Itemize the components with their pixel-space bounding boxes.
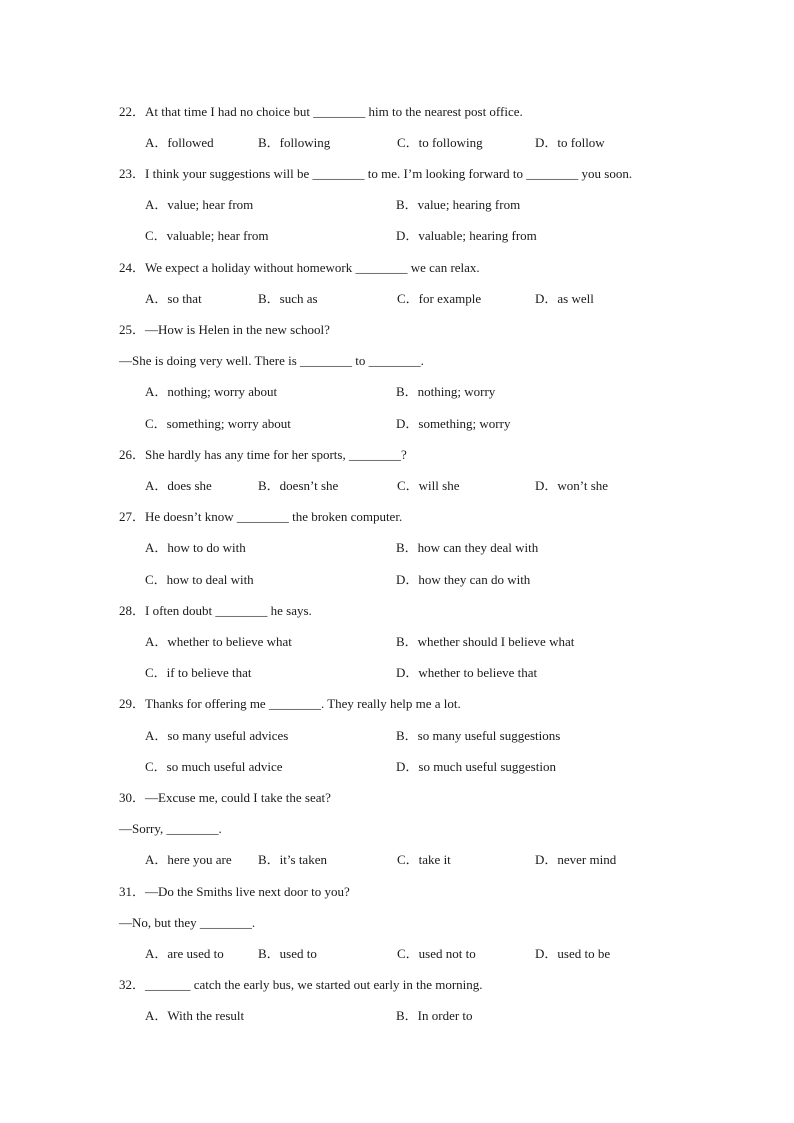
option-c[interactable]: C．will she [397,478,460,493]
question-22-options [0,133,794,153]
option-b[interactable]: B．how can they deal with [396,540,539,555]
option-d[interactable]: D．won’t she [535,478,609,493]
option-c[interactable]: C．for example [397,291,482,306]
option-c[interactable]: C．so much useful advice [145,759,283,774]
option-a[interactable]: A．With the result [145,1008,245,1023]
question-31-dialog: —No, but they ________. [119,915,256,930]
option-a[interactable]: A．does she [145,478,212,493]
question-30-stem: 30．—Excuse me, could I take the seat? [119,790,331,805]
question-28-options-row2 [0,663,794,683]
question-32-stem: 32．_______ catch the early bus, we started out early in the morning. [119,977,483,992]
option-d[interactable]: D．so much useful suggestion [396,759,556,774]
option-a[interactable]: A．nothing; worry about [145,384,278,399]
option-b[interactable]: B．nothing; worry [396,384,496,399]
question-31-stem: 31．—Do the Smiths live next door to you? [119,884,350,899]
option-a[interactable]: A．here you are [145,852,232,867]
option-b[interactable]: B．In order to [396,1008,473,1023]
question-27-options-row1 [0,538,794,558]
option-d[interactable]: D．to follow [535,135,605,150]
question-28-stem: 28．I often doubt ________ he says. [119,603,312,618]
question-27-options-row2 [0,570,794,590]
option-b[interactable]: B．whether should I believe what [396,634,575,649]
question-25-dialog: —She is doing very well. There is ________ to ________. [119,353,424,368]
option-c[interactable]: C．to following [397,135,483,150]
option-d[interactable]: D．as well [535,291,594,306]
option-d[interactable]: D．never mind [535,852,617,867]
question-24-stem: 24．We expect a holiday without homework ________ we can relax. [119,260,480,275]
question-29-options-row1 [0,726,794,746]
option-b[interactable]: B．value; hearing from [396,197,521,212]
option-a[interactable]: A．are used to [145,946,224,961]
question-23-stem: 23．I think your suggestions will be ________ to me. I’m looking forward to ________ you soon. [119,166,633,181]
question-22-stem: 22．At that time I had no choice but ________ him to the nearest post office. [119,104,523,119]
question-25-stem: 25．—How is Helen in the new school? [119,322,330,337]
question-29-stem: 29．Thanks for offering me ________. They really help me a lot. [119,696,461,711]
question-25-options-row2 [0,414,794,434]
question-23-options-row2 [0,226,794,246]
option-c[interactable]: C．if to believe that [145,665,252,680]
option-c[interactable]: C．something; worry about [145,416,291,431]
option-a[interactable]: A．value; hear from [145,197,254,212]
option-a[interactable]: A．how to do with [145,540,246,555]
question-29-options-row2 [0,757,794,777]
question-31-options [0,944,794,964]
option-d[interactable]: D．how they can do with [396,572,531,587]
question-26-options [0,476,794,496]
question-30-options [0,850,794,870]
option-c[interactable]: C．how to deal with [145,572,254,587]
option-b[interactable]: B．such as [258,291,318,306]
option-c[interactable]: C．used not to [397,946,476,961]
question-25-options-row1 [0,382,794,402]
option-b[interactable]: B．doesn’t she [258,478,339,493]
option-c[interactable]: C．take it [397,852,451,867]
option-a[interactable]: A．whether to believe what [145,634,292,649]
option-d[interactable]: D．valuable; hearing from [396,228,537,243]
option-b[interactable]: B．used to [258,946,317,961]
option-c[interactable]: C．valuable; hear from [145,228,269,243]
option-d[interactable]: D．used to be [535,946,611,961]
option-a[interactable]: A．so that [145,291,202,306]
question-32-options-row1 [0,1006,794,1026]
question-26-stem: 26．She hardly has any time for her sports, ________? [119,447,407,462]
option-d[interactable]: D．something; worry [396,416,511,431]
question-23-options-row1 [0,195,794,215]
option-a[interactable]: A．so many useful advices [145,728,289,743]
question-27-stem: 27．He doesn’t know ________ the broken computer. [119,509,403,524]
question-24-options [0,289,794,309]
option-a[interactable]: A．followed [145,135,214,150]
option-b[interactable]: B．following [258,135,331,150]
question-28-options-row1 [0,632,794,652]
option-d[interactable]: D．whether to believe that [396,665,538,680]
option-b[interactable]: B．so many useful suggestions [396,728,561,743]
question-30-dialog: —Sorry, ________. [119,821,222,836]
option-b[interactable]: B．it’s taken [258,852,327,867]
